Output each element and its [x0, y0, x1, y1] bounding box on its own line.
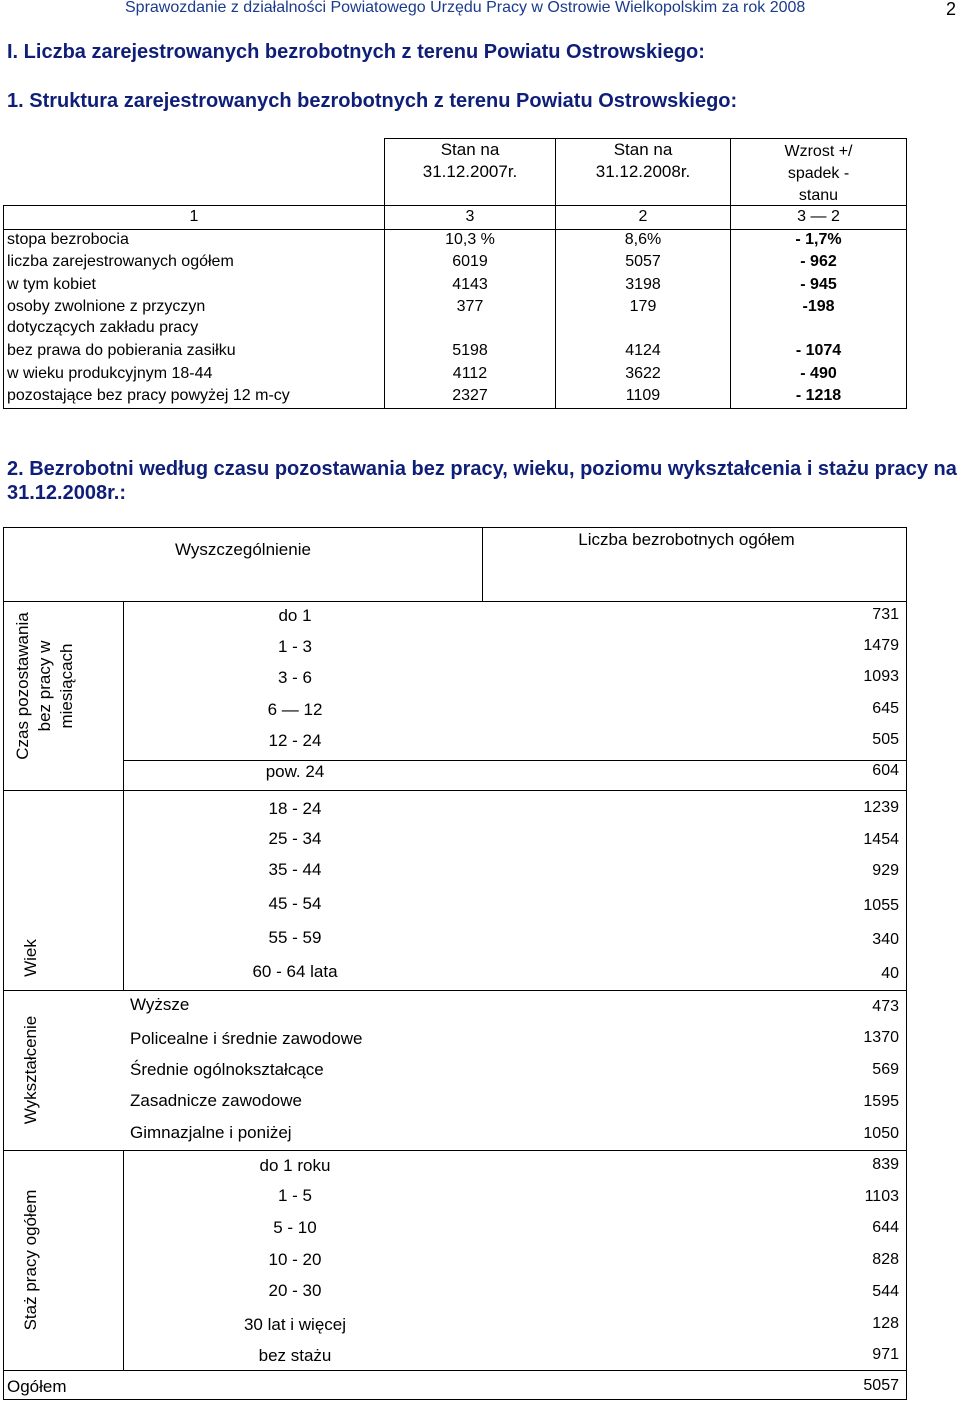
col-total-header: Liczba bezrobotnych ogółem	[578, 530, 795, 549]
row-value: 604	[872, 762, 899, 779]
row-2008: 8,6%	[624, 231, 662, 248]
row-value: 505	[872, 731, 899, 748]
row-2007: 6019	[452, 253, 488, 270]
row-label: 30 lat i więcej	[243, 1315, 347, 1334]
row-2008: 179	[629, 298, 657, 315]
row-label: 3 - 6	[277, 668, 313, 687]
col-2007-line2: 31.12.2007r.	[422, 162, 518, 181]
col-diff-line1: Wzrost +/	[784, 143, 853, 160]
row-label: Policealne i średnie zawodowe	[130, 1029, 363, 1048]
row-label: liczba zarejestrowanych ogółem	[7, 253, 234, 270]
row-diff: - 962	[800, 253, 837, 270]
row-value: 544	[872, 1283, 899, 1300]
num-col1: 1	[189, 208, 199, 225]
row-value: 971	[872, 1346, 899, 1363]
row-value: 1595	[863, 1093, 899, 1110]
row-label: Gimnazjalne i poniżej	[130, 1123, 292, 1142]
row-label-cont: dotyczących zakładu pracy	[7, 319, 199, 336]
row-diff: - 490	[800, 365, 837, 382]
row-label: 5 - 10	[273, 1218, 317, 1237]
row-value: 929	[872, 862, 899, 879]
row-value: 644	[872, 1219, 899, 1236]
total-value: 5057	[863, 1377, 899, 1394]
row-label: 10 - 20	[268, 1250, 322, 1269]
row-label: pow. 24	[265, 762, 325, 781]
col-2008-line1: Stan na	[613, 140, 673, 159]
row-value: 40	[881, 965, 899, 982]
row-diff: - 1,7%	[795, 231, 842, 248]
num-col4: 3 — 2	[797, 208, 840, 225]
section-heading: I. Liczba zarejestrowanych bezrobotnych z terenu Powiatu Ostrowskiego:	[7, 41, 705, 63]
subsection-heading: 1. Struktura zarejestrowanych bezrobotnych z terenu Powiatu Ostrowskiego:	[7, 90, 738, 112]
row-value: 128	[872, 1315, 899, 1332]
row-label: osoby zwolnione z przyczyn	[7, 298, 206, 315]
row-value: 1050	[863, 1125, 899, 1142]
row-2008: 3198	[625, 276, 661, 293]
row-2007: 4143	[452, 276, 488, 293]
row-label: do 1 roku	[259, 1156, 331, 1175]
row-label: 20 - 30	[268, 1281, 322, 1300]
row-label: w tym kobiet	[7, 276, 96, 293]
row-2007: 2327	[452, 387, 488, 404]
row-label: 55 - 59	[268, 928, 322, 947]
row-value: 828	[872, 1251, 899, 1268]
row-label: w wieku produkcyjnym 18-44	[7, 365, 213, 382]
row-value: 1093	[863, 668, 899, 685]
row-label: Średnie ogólnokształcące	[130, 1060, 324, 1079]
row-value: 839	[872, 1156, 899, 1173]
row-value: 1239	[863, 799, 899, 816]
row-diff: - 1074	[795, 342, 842, 359]
col-2008-line2: 31.12.2008r.	[595, 162, 691, 181]
row-label: 35 - 44	[268, 860, 322, 879]
row-label: 1 - 5	[277, 1186, 313, 1205]
row-value: 1479	[863, 637, 899, 654]
row-label: do 1	[278, 606, 312, 625]
row-2007: 4112	[452, 365, 488, 382]
page-number: 2	[946, 0, 957, 19]
row-label: Wyższe	[130, 995, 190, 1014]
row-label: bez stażu	[258, 1346, 332, 1365]
row-value: 645	[872, 700, 899, 717]
row-value: 473	[872, 998, 899, 1015]
report-header: Sprawozdanie z działalności Powiatowego Urzędu Pracy w Ostrowie Wielkopolskim za rok 2008	[125, 0, 806, 16]
row-label: Zasadnicze zawodowe	[130, 1091, 302, 1110]
row-label: 12 - 24	[268, 731, 322, 750]
row-label: pozostające bez pracy powyżej 12 m-cy	[7, 387, 290, 404]
row-2008: 3622	[625, 365, 661, 382]
num-col2: 3	[465, 208, 475, 225]
row-value: 340	[872, 931, 899, 948]
row-value: 1454	[863, 831, 899, 848]
row-label: stopa bezrobocia	[7, 231, 129, 248]
row-2008: 4124	[625, 342, 661, 359]
row-label: 1 - 3	[277, 637, 313, 656]
row-diff: -198	[802, 298, 835, 315]
row-2007: 5198	[452, 342, 488, 359]
row-value: 731	[872, 606, 899, 623]
row-value: 569	[872, 1061, 899, 1078]
row-value: 1103	[864, 1188, 899, 1205]
section2-heading: 2. Bezrobotni według czasu pozostawania bez pracy, wieku, poziomu wykształcenia i stażu pracy na 31.12.2008r.:	[7, 458, 957, 504]
row-2008: 5057	[625, 253, 661, 270]
row-label: 18 - 24	[268, 799, 322, 818]
row-diff: - 945	[800, 276, 837, 293]
col-2007-line1: Stan na	[440, 140, 500, 159]
row-2007: 10,3 %	[445, 231, 495, 248]
row-label: 25 - 34	[268, 829, 322, 848]
row-label: 60 - 64 lata	[252, 962, 338, 981]
row-value: 1055	[863, 897, 899, 914]
row-label: 6 — 12	[267, 700, 323, 719]
row-2007: 377	[456, 298, 484, 315]
row-label: bez prawa do pobierania zasiłku	[7, 342, 236, 359]
col-spec-header: Wyszczególnienie	[175, 540, 311, 559]
col-diff-line2: spadek -	[787, 165, 850, 182]
col-diff-line3: stanu	[798, 187, 839, 204]
num-col3: 2	[638, 208, 648, 225]
row-label: 45 - 54	[268, 894, 322, 913]
row-2008: 1109	[625, 387, 661, 404]
row-value: 1370	[863, 1029, 899, 1046]
row-diff: - 1218	[795, 387, 842, 404]
total-label: Ogółem	[7, 1377, 67, 1396]
